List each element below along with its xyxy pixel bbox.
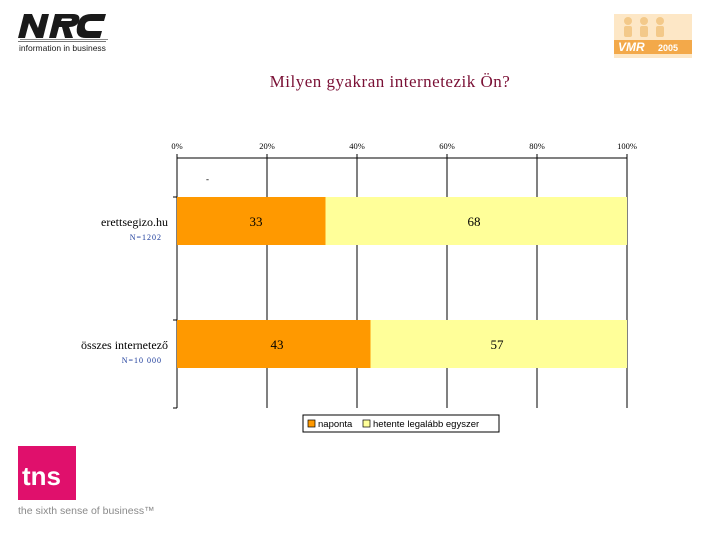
legend-label: hetente legalább egyszer <box>373 419 480 430</box>
category-label: erettsegizo.hu <box>101 215 168 229</box>
vmr-year: 2005 <box>658 43 679 53</box>
data-label: 68 <box>467 214 481 229</box>
nrc-tagline: information in business <box>19 43 106 53</box>
plot-area <box>177 158 627 408</box>
x-tick-label: 20% <box>259 141 275 151</box>
legend-label: naponta <box>318 419 353 430</box>
chart-grid <box>173 154 627 408</box>
data-label: 43 <box>270 337 284 352</box>
chart-title: Milyen gyakran internetezik Ön? <box>269 72 511 91</box>
x-tick-label: 0% <box>171 141 183 151</box>
sample-size-label: N=10 000 <box>121 356 162 365</box>
x-tick-label: 60% <box>439 141 455 151</box>
x-tick-label: 100% <box>617 141 637 151</box>
vmr-text: VMR <box>618 40 645 54</box>
legend-swatch <box>308 420 315 427</box>
legend-swatch <box>363 420 370 427</box>
x-tick-label: 40% <box>349 141 365 151</box>
x-axis-ticks <box>171 141 637 151</box>
x-tick-label: 80% <box>529 141 545 151</box>
tns-text: tns <box>22 461 61 491</box>
sample-size-label: N=1202 <box>129 233 162 242</box>
tns-tagline: the sixth sense of business™ <box>18 505 155 517</box>
stray-mark: - <box>206 174 209 184</box>
data-label: 57 <box>490 337 504 352</box>
data-label: 33 <box>249 214 263 229</box>
category-labels <box>81 215 168 365</box>
tns-logo <box>18 446 76 500</box>
category-label: összes internetező <box>81 338 168 352</box>
chart-legend <box>303 415 499 432</box>
